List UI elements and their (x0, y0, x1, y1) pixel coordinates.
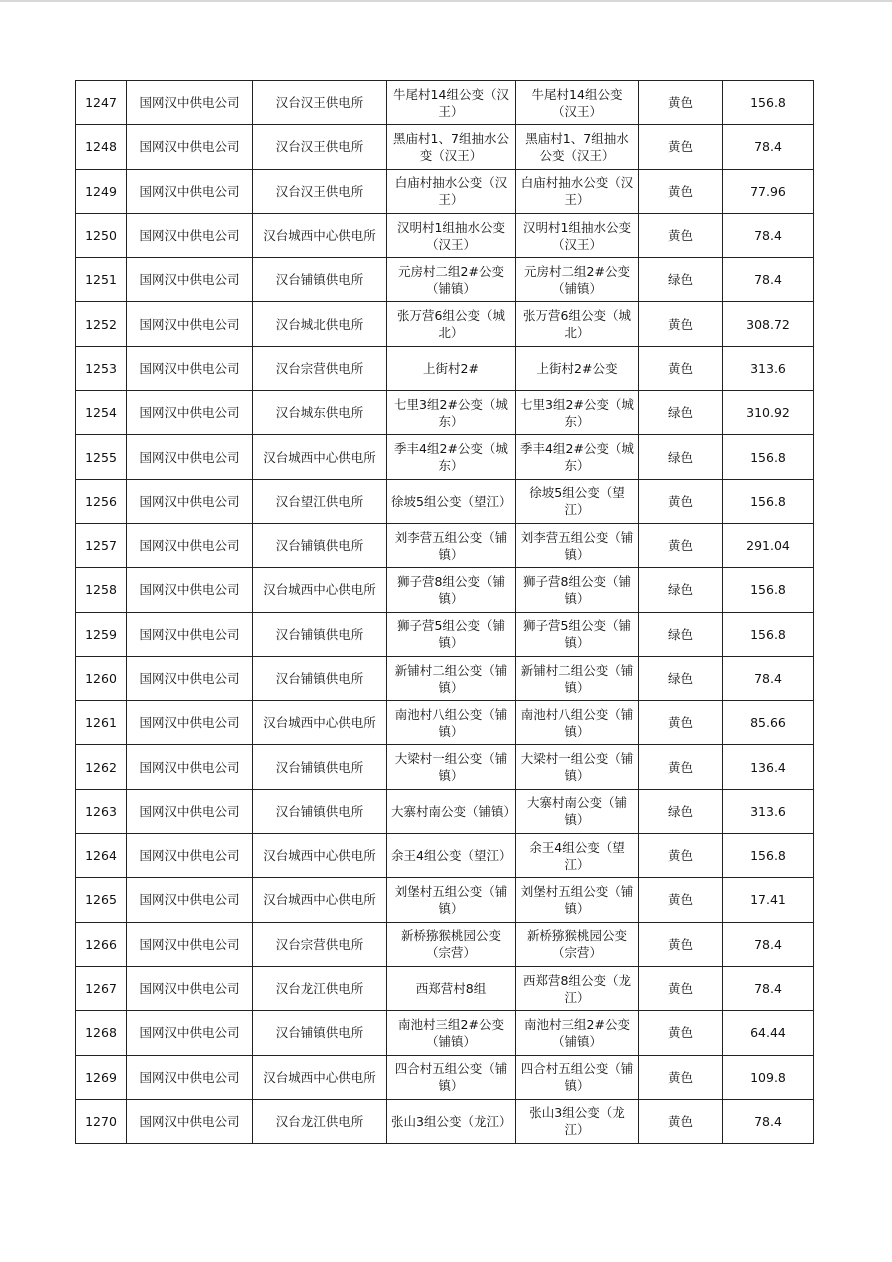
company-cell: 国网汉中供电公司 (127, 656, 253, 700)
status-color-cell: 黄色 (639, 966, 723, 1010)
station-cell: 汉台铺镇供电所 (253, 523, 387, 567)
row-id-cell: 1248 (76, 125, 127, 169)
station-cell: 汉台铺镇供电所 (253, 656, 387, 700)
transformer-name-cell: 新桥猕猴桃园公变（宗营） (387, 922, 516, 966)
value-cell: 136.4 (723, 745, 814, 789)
row-id-cell: 1253 (76, 346, 127, 390)
table-row (76, 169, 814, 213)
transformer-name-cell: 张山3组公变（龙江） (387, 1099, 516, 1143)
table-body (76, 81, 814, 1144)
transformer-name-alt-cell: 白庙村抽水公变（汉王） (516, 169, 639, 213)
status-color-cell: 黄色 (639, 523, 723, 567)
company-cell: 国网汉中供电公司 (127, 169, 253, 213)
table-row (76, 701, 814, 745)
transformer-name-cell: 白庙村抽水公变（汉王） (387, 169, 516, 213)
station-cell: 汉台城西中心供电所 (253, 568, 387, 612)
row-id-cell: 1251 (76, 258, 127, 302)
station-cell: 汉台宗营供电所 (253, 922, 387, 966)
status-color-cell: 绿色 (639, 258, 723, 302)
transformer-name-alt-cell: 狮子营8组公变（铺镇） (516, 568, 639, 612)
table-row (76, 966, 814, 1010)
value-cell: 78.4 (723, 125, 814, 169)
status-color-cell: 黄色 (639, 1099, 723, 1143)
value-cell: 310.92 (723, 391, 814, 435)
transformer-name-alt-cell: 新桥猕猴桃园公变（宗营） (516, 922, 639, 966)
transformer-name-cell: 季丰4组2#公变（城东） (387, 435, 516, 479)
company-cell: 国网汉中供电公司 (127, 922, 253, 966)
status-color-cell: 黄色 (639, 346, 723, 390)
value-cell: 78.4 (723, 966, 814, 1010)
row-id-cell: 1270 (76, 1099, 127, 1143)
value-cell: 78.4 (723, 213, 814, 257)
transformer-name-alt-cell: 张万营6组公变（城北） (516, 302, 639, 346)
transformer-name-alt-cell: 元房村二组2#公变（铺镇） (516, 258, 639, 302)
table-row (76, 523, 814, 567)
value-cell: 17.41 (723, 878, 814, 922)
row-id-cell: 1264 (76, 834, 127, 878)
company-cell: 国网汉中供电公司 (127, 213, 253, 257)
station-cell: 汉台铺镇供电所 (253, 789, 387, 833)
status-color-cell: 黄色 (639, 745, 723, 789)
status-color-cell: 绿色 (639, 612, 723, 656)
table-row (76, 346, 814, 390)
status-color-cell: 黄色 (639, 1055, 723, 1099)
transformer-name-alt-cell: 七里3组2#公变（城东） (516, 391, 639, 435)
table-row (76, 213, 814, 257)
station-cell: 汉台城西中心供电所 (253, 701, 387, 745)
station-cell: 汉台铺镇供电所 (253, 258, 387, 302)
transformer-name-cell: 南池村三组2#公变（铺镇） (387, 1011, 516, 1055)
station-cell: 汉台城西中心供电所 (253, 1055, 387, 1099)
row-id-cell: 1258 (76, 568, 127, 612)
value-cell: 78.4 (723, 922, 814, 966)
company-cell: 国网汉中供电公司 (127, 789, 253, 833)
table-row (76, 834, 814, 878)
value-cell: 291.04 (723, 523, 814, 567)
table-row (76, 789, 814, 833)
transformer-name-cell: 大梁村一组公变（铺镇） (387, 745, 516, 789)
table-row (76, 878, 814, 922)
transformer-name-alt-cell: 汉明村1组抽水公变（汉王） (516, 213, 639, 257)
status-color-cell: 黄色 (639, 834, 723, 878)
status-color-cell: 绿色 (639, 656, 723, 700)
table-row (76, 125, 814, 169)
company-cell: 国网汉中供电公司 (127, 523, 253, 567)
transformer-name-alt-cell: 大梁村一组公变（铺镇） (516, 745, 639, 789)
status-color-cell: 绿色 (639, 789, 723, 833)
transformer-name-alt-cell: 西郑营8组公变（龙江） (516, 966, 639, 1010)
row-id-cell: 1265 (76, 878, 127, 922)
value-cell: 109.8 (723, 1055, 814, 1099)
company-cell: 国网汉中供电公司 (127, 125, 253, 169)
transformer-name-cell: 元房村二组2#公变（铺镇） (387, 258, 516, 302)
table-row (76, 258, 814, 302)
status-color-cell: 黄色 (639, 125, 723, 169)
table-row (76, 391, 814, 435)
transformer-name-alt-cell: 黑庙村1、7组抽水公变（汉王） (516, 125, 639, 169)
table-row (76, 1055, 814, 1099)
company-cell: 国网汉中供电公司 (127, 878, 253, 922)
transformer-name-cell: 西郑营村8组 (387, 966, 516, 1010)
status-color-cell: 黄色 (639, 701, 723, 745)
table-row (76, 612, 814, 656)
company-cell: 国网汉中供电公司 (127, 391, 253, 435)
transformer-name-alt-cell: 南池村八组公变（铺镇） (516, 701, 639, 745)
transformer-name-alt-cell: 四合村五组公变（铺镇） (516, 1055, 639, 1099)
table-row (76, 656, 814, 700)
company-cell: 国网汉中供电公司 (127, 701, 253, 745)
status-color-cell: 黄色 (639, 81, 723, 125)
status-color-cell: 黄色 (639, 479, 723, 523)
value-cell: 156.8 (723, 612, 814, 656)
status-color-cell: 黄色 (639, 169, 723, 213)
company-cell: 国网汉中供电公司 (127, 346, 253, 390)
value-cell: 77.96 (723, 169, 814, 213)
company-cell: 国网汉中供电公司 (127, 834, 253, 878)
station-cell: 汉台汉王供电所 (253, 125, 387, 169)
station-cell: 汉台城西中心供电所 (253, 834, 387, 878)
table-row (76, 302, 814, 346)
transformer-name-alt-cell: 刘堡村五组公变（铺镇） (516, 878, 639, 922)
status-color-cell: 黄色 (639, 302, 723, 346)
row-id-cell: 1260 (76, 656, 127, 700)
status-color-cell: 绿色 (639, 568, 723, 612)
station-cell: 汉台宗营供电所 (253, 346, 387, 390)
table-row (76, 568, 814, 612)
company-cell: 国网汉中供电公司 (127, 479, 253, 523)
transformer-name-cell: 刘堡村五组公变（铺镇） (387, 878, 516, 922)
station-cell: 汉台铺镇供电所 (253, 612, 387, 656)
page-top-edge (0, 0, 892, 2)
station-cell: 汉台汉王供电所 (253, 169, 387, 213)
station-cell: 汉台城北供电所 (253, 302, 387, 346)
transformer-name-cell: 上街村2# (387, 346, 516, 390)
row-id-cell: 1254 (76, 391, 127, 435)
transformer-name-cell: 余王4组公变（望江） (387, 834, 516, 878)
row-id-cell: 1263 (76, 789, 127, 833)
transformer-name-alt-cell: 徐坡5组公变（望江） (516, 479, 639, 523)
station-cell: 汉台龙江供电所 (253, 1099, 387, 1143)
transformer-name-alt-cell: 余王4组公变（望江） (516, 834, 639, 878)
table-row (76, 1099, 814, 1143)
row-id-cell: 1252 (76, 302, 127, 346)
row-id-cell: 1255 (76, 435, 127, 479)
value-cell: 156.8 (723, 568, 814, 612)
transformer-name-alt-cell: 大寨村南公变（铺镇） (516, 789, 639, 833)
transformer-name-alt-cell: 张山3组公变（龙江） (516, 1099, 639, 1143)
data-table (75, 80, 814, 1144)
table-row (76, 745, 814, 789)
value-cell: 64.44 (723, 1011, 814, 1055)
company-cell: 国网汉中供电公司 (127, 435, 253, 479)
value-cell: 313.6 (723, 789, 814, 833)
value-cell: 156.8 (723, 435, 814, 479)
transformer-name-cell: 黑庙村1、7组抽水公变（汉王） (387, 125, 516, 169)
company-cell: 国网汉中供电公司 (127, 966, 253, 1010)
value-cell: 85.66 (723, 701, 814, 745)
row-id-cell: 1261 (76, 701, 127, 745)
company-cell: 国网汉中供电公司 (127, 81, 253, 125)
company-cell: 国网汉中供电公司 (127, 302, 253, 346)
value-cell: 308.72 (723, 302, 814, 346)
status-color-cell: 黄色 (639, 878, 723, 922)
row-id-cell: 1269 (76, 1055, 127, 1099)
station-cell: 汉台城西中心供电所 (253, 213, 387, 257)
transformer-name-alt-cell: 刘李营五组公变（铺镇） (516, 523, 639, 567)
row-id-cell: 1257 (76, 523, 127, 567)
table-row (76, 479, 814, 523)
transformer-name-cell: 张万营6组公变（城北） (387, 302, 516, 346)
value-cell: 78.4 (723, 656, 814, 700)
station-cell: 汉台汉王供电所 (253, 81, 387, 125)
transformer-name-cell: 新铺村二组公变（铺镇） (387, 656, 516, 700)
company-cell: 国网汉中供电公司 (127, 568, 253, 612)
transformer-name-cell: 狮子营5组公变（铺镇） (387, 612, 516, 656)
transformer-name-cell: 狮子营8组公变（铺镇） (387, 568, 516, 612)
transformer-name-cell: 大寨村南公变（铺镇） (387, 789, 516, 833)
status-color-cell: 绿色 (639, 435, 723, 479)
table-row (76, 81, 814, 125)
station-cell: 汉台城西中心供电所 (253, 435, 387, 479)
station-cell: 汉台城西中心供电所 (253, 878, 387, 922)
station-cell: 汉台龙江供电所 (253, 966, 387, 1010)
company-cell: 国网汉中供电公司 (127, 612, 253, 656)
table-row (76, 435, 814, 479)
status-color-cell: 黄色 (639, 922, 723, 966)
company-cell: 国网汉中供电公司 (127, 1055, 253, 1099)
transformer-name-cell: 七里3组2#公变（城东） (387, 391, 516, 435)
company-cell: 国网汉中供电公司 (127, 1099, 253, 1143)
value-cell: 156.8 (723, 834, 814, 878)
row-id-cell: 1259 (76, 612, 127, 656)
company-cell: 国网汉中供电公司 (127, 258, 253, 302)
status-color-cell: 绿色 (639, 391, 723, 435)
transformer-name-alt-cell: 南池村三组2#公变（铺镇） (516, 1011, 639, 1055)
row-id-cell: 1262 (76, 745, 127, 789)
row-id-cell: 1249 (76, 169, 127, 213)
station-cell: 汉台望江供电所 (253, 479, 387, 523)
value-cell: 78.4 (723, 1099, 814, 1143)
status-color-cell: 黄色 (639, 213, 723, 257)
table-row (76, 922, 814, 966)
company-cell: 国网汉中供电公司 (127, 1011, 253, 1055)
transformer-name-cell: 刘李营五组公变（铺镇） (387, 523, 516, 567)
row-id-cell: 1247 (76, 81, 127, 125)
status-color-cell: 黄色 (639, 1011, 723, 1055)
value-cell: 156.8 (723, 479, 814, 523)
station-cell: 汉台铺镇供电所 (253, 1011, 387, 1055)
transformer-name-cell: 汉明村1组抽水公变（汉王） (387, 213, 516, 257)
value-cell: 156.8 (723, 81, 814, 125)
value-cell: 313.6 (723, 346, 814, 390)
row-id-cell: 1256 (76, 479, 127, 523)
transformer-name-cell: 四合村五组公变（铺镇） (387, 1055, 516, 1099)
transformer-name-alt-cell: 狮子营5组公变（铺镇） (516, 612, 639, 656)
transformer-name-alt-cell: 牛尾村14组公变（汉王） (516, 81, 639, 125)
row-id-cell: 1250 (76, 213, 127, 257)
transformer-name-cell: 南池村八组公变（铺镇） (387, 701, 516, 745)
company-cell: 国网汉中供电公司 (127, 745, 253, 789)
station-cell: 汉台城东供电所 (253, 391, 387, 435)
transformer-name-alt-cell: 新铺村二组公变（铺镇） (516, 656, 639, 700)
row-id-cell: 1267 (76, 966, 127, 1010)
transformer-name-cell: 牛尾村14组公变（汉王） (387, 81, 516, 125)
row-id-cell: 1266 (76, 922, 127, 966)
row-id-cell: 1268 (76, 1011, 127, 1055)
station-cell: 汉台铺镇供电所 (253, 745, 387, 789)
value-cell: 78.4 (723, 258, 814, 302)
table-row (76, 1011, 814, 1055)
transformer-name-cell: 徐坡5组公变（望江） (387, 479, 516, 523)
transformer-name-alt-cell: 上街村2#公变 (516, 346, 639, 390)
transformer-name-alt-cell: 季丰4组2#公变（城东） (516, 435, 639, 479)
